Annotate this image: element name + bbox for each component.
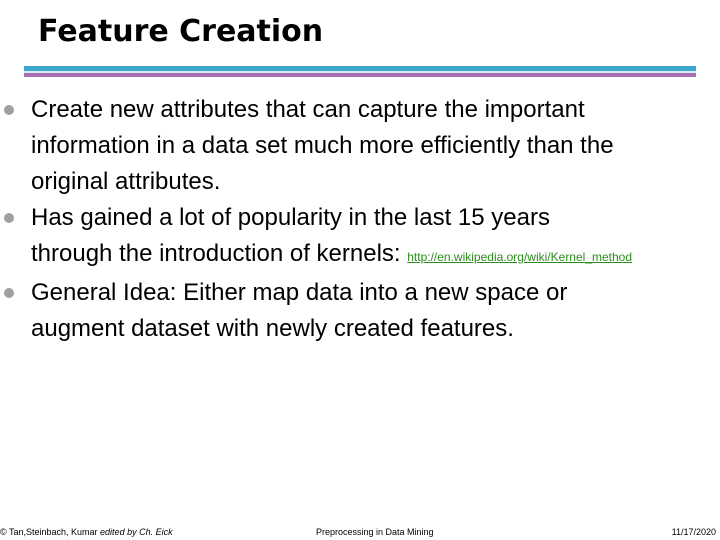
bullet-dot-icon: [4, 213, 14, 223]
bullet-text-line: Has gained a lot of popularity in the last 15 years: [31, 204, 550, 231]
bullet-item: [0, 200, 720, 275]
bullet-dot-icon: [4, 105, 14, 115]
bullet-item: [0, 92, 720, 200]
footer-course-title: Preprocessing in Data Mining: [316, 527, 434, 537]
footer-authors: © Tan,Steinbach, Kumar: [0, 527, 98, 537]
bullet-text-line: information in a data set much more efficiently than the: [31, 132, 614, 159]
bullet-text-line: [31, 236, 720, 275]
bullet-text-segment: through the introduction of kernels:: [31, 240, 408, 267]
footer-credits: [0, 526, 173, 538]
bullet-text-line: General Idea: Either map data into a new space or: [31, 279, 568, 306]
bullet-text-line: augment dataset with newly created features.: [31, 315, 514, 342]
kernel-method-link[interactable]: http://en.wikipedia.org/wiki/Kernel_method: [407, 250, 633, 264]
bullet-text-line: original attributes.: [31, 168, 221, 195]
bullet-item: [0, 275, 720, 347]
bullet-text-line: Create new attributes that can capture the important: [31, 96, 585, 123]
footer-date: 11/17/2020: [671, 527, 716, 537]
footer-editor: edited by Ch. Eick: [100, 527, 173, 537]
bullet-dot-icon: [4, 288, 14, 298]
slide-title: Feature Creation: [38, 14, 324, 49]
bullet-list: [0, 92, 720, 347]
title-rule-bottom: [24, 73, 696, 77]
